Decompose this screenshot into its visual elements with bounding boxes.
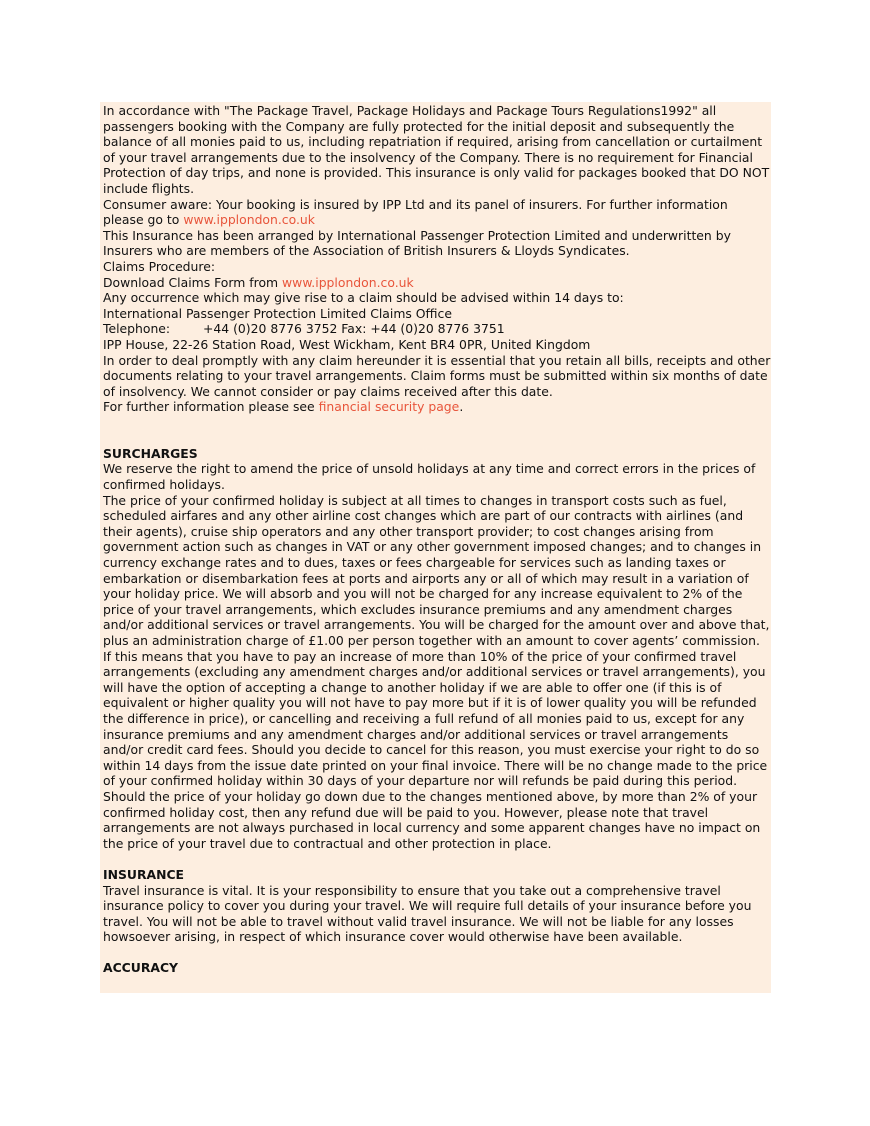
further-information-paragraph [103,399,771,415]
download-claims-text: Download Claims Form from [103,274,283,290]
telephone-label: Telephone: [103,321,171,337]
insurance-arranged-paragraph: This Insurance has been arranged by International Passenger Protection Limited and underwritten by Insurers who are members of the Association of British Insurers & Lloyds Syndicates. [103,227,731,259]
telephone-line [103,321,771,337]
surcharges-paragraph-1: We reserve the right to amend the price of unsold holidays at any time and correct errors in the prices of confirmed holidays. [103,461,756,493]
download-claims-link[interactable]: www.ipplondon.co.uk [282,274,414,290]
surcharges-paragraph-2: The price of your confirmed holiday is subject at all times to changes in transport costs such as fuel, scheduled airfares and any other airline cost changes which are part of our contracts with airlines (and their agents), cruise ship operators and any other transport provider; to cost changes arising from government action such as changes in VAT or any other government imposed changes; and to changes in currency exchange rates and to dues, taxes or fees chargeable for services such as landing taxes or embarkation or disembarkation fees at ports and airports any or all of which may result in a variation of your holiday price. We will absorb and you will not be charged for any increase equivalent to 2% of the price of your travel arrangements, which excludes insurance premiums and any amendment charges and/or additional services or travel arrangements. You will be charged for the amount over and above that, plus an administration charge of £1.00 per person together with an amount to cover agents’ commission. If this means that you have to pay an increase of more than 10% of the price of your confirmed travel arrangements (excluding any amendment charges and/or additional services or travel arrangements), you will have the option of accepting a change to another holiday if we are able to offer one (if this is of equivalent or higher quality you will not have to pay more but if it is of lower quality you will be refunded the difference in price), or cancelling and receiving a full refund of all monies paid to us, except for any insurance premiums and any amendment charges and/or additional services or travel arrangements and/or credit card fees. Should you decide to cancel for this reason, you must exercise your right to do so within 14 days from the issue date printed on your final invoice. There will be no change made to the price of your confirmed holiday within 30 days of your departure nor will refunds be paid during this period. Should the price of your holiday go down due to the changes mentioned above, by more than 2% of your confirmed holiday cost, then any refund due will be paid to you. However, please note that travel arrangements are not always purchased in local currency and some apparent changes have no impact on the price of your travel due to contractual and other protection in place. [103,492,770,851]
occurrence-paragraph: Any occurrence which may give rise to a claim should be advised within 14 days to: [103,290,624,306]
download-claims-paragraph [103,275,771,291]
financial-protection-paragraph: In accordance with "The Package Travel, Package Holidays and Package Tours Regulations1992" all passengers booking with the Company are fully protected for the initial deposit and subsequently the balance of all monies paid to us, including repatriation if required, arising from cancellation or curtailment of your travel arrangements due to the insolvency of the Company. There is no requirement for Financial Protection of day trips, and none is provided. This insurance is only valid for packages booked that DO NOT include flights. [103,103,770,196]
accuracy-heading: ACCURACY [103,960,179,976]
consumer-aware-paragraph [103,197,771,228]
insurance-paragraph: Travel insurance is vital. It is your responsibility to ensure that you take out a comprehensive travel insurance policy to cover you during your travel. We will require full details of your insurance before you travel. You will not be able to travel without valid travel insurance. We will not be liable for any losses howsoever arising, in respect of which insurance cover would otherwise have been available. [103,882,752,945]
telephone-numbers: +44 (0)20 8776 3752 Fax: +44 (0)20 8776 3751 [203,321,505,337]
section-spacer [103,945,771,961]
document-content [103,103,771,976]
insurance-heading: INSURANCE [103,866,185,882]
address-line: IPP House, 22-26 Station Road, West Wickham, Kent BR4 0PR, United Kingdom [103,336,591,352]
claims-deal-paragraph: In order to deal promptly with any claim hereunder it is essential that you retain all bills, receipts and other documents relating to your travel arrangements. Claim forms must be submitted within six months of date of insolvency. We cannot consider or pay claims received after this date. [103,352,771,399]
further-information-text: For further information please see [103,399,319,415]
section-spacer [103,851,771,867]
section-spacer [103,415,771,446]
consumer-aware-text: Consumer aware: Your booking is insured by IPP Ltd and its panel of insurers. For further information please go to [103,196,728,228]
surcharges-heading: SURCHARGES [103,445,198,461]
claims-procedure-label: Claims Procedure: [103,258,216,274]
further-information-end: . [459,399,464,415]
ipplondon-link[interactable]: www.ipplondon.co.uk [183,212,315,228]
financial-security-link[interactable]: financial security page [318,399,460,415]
document-page [100,102,771,993]
claims-office-line: International Passenger Protection Limited Claims Office [103,305,452,321]
